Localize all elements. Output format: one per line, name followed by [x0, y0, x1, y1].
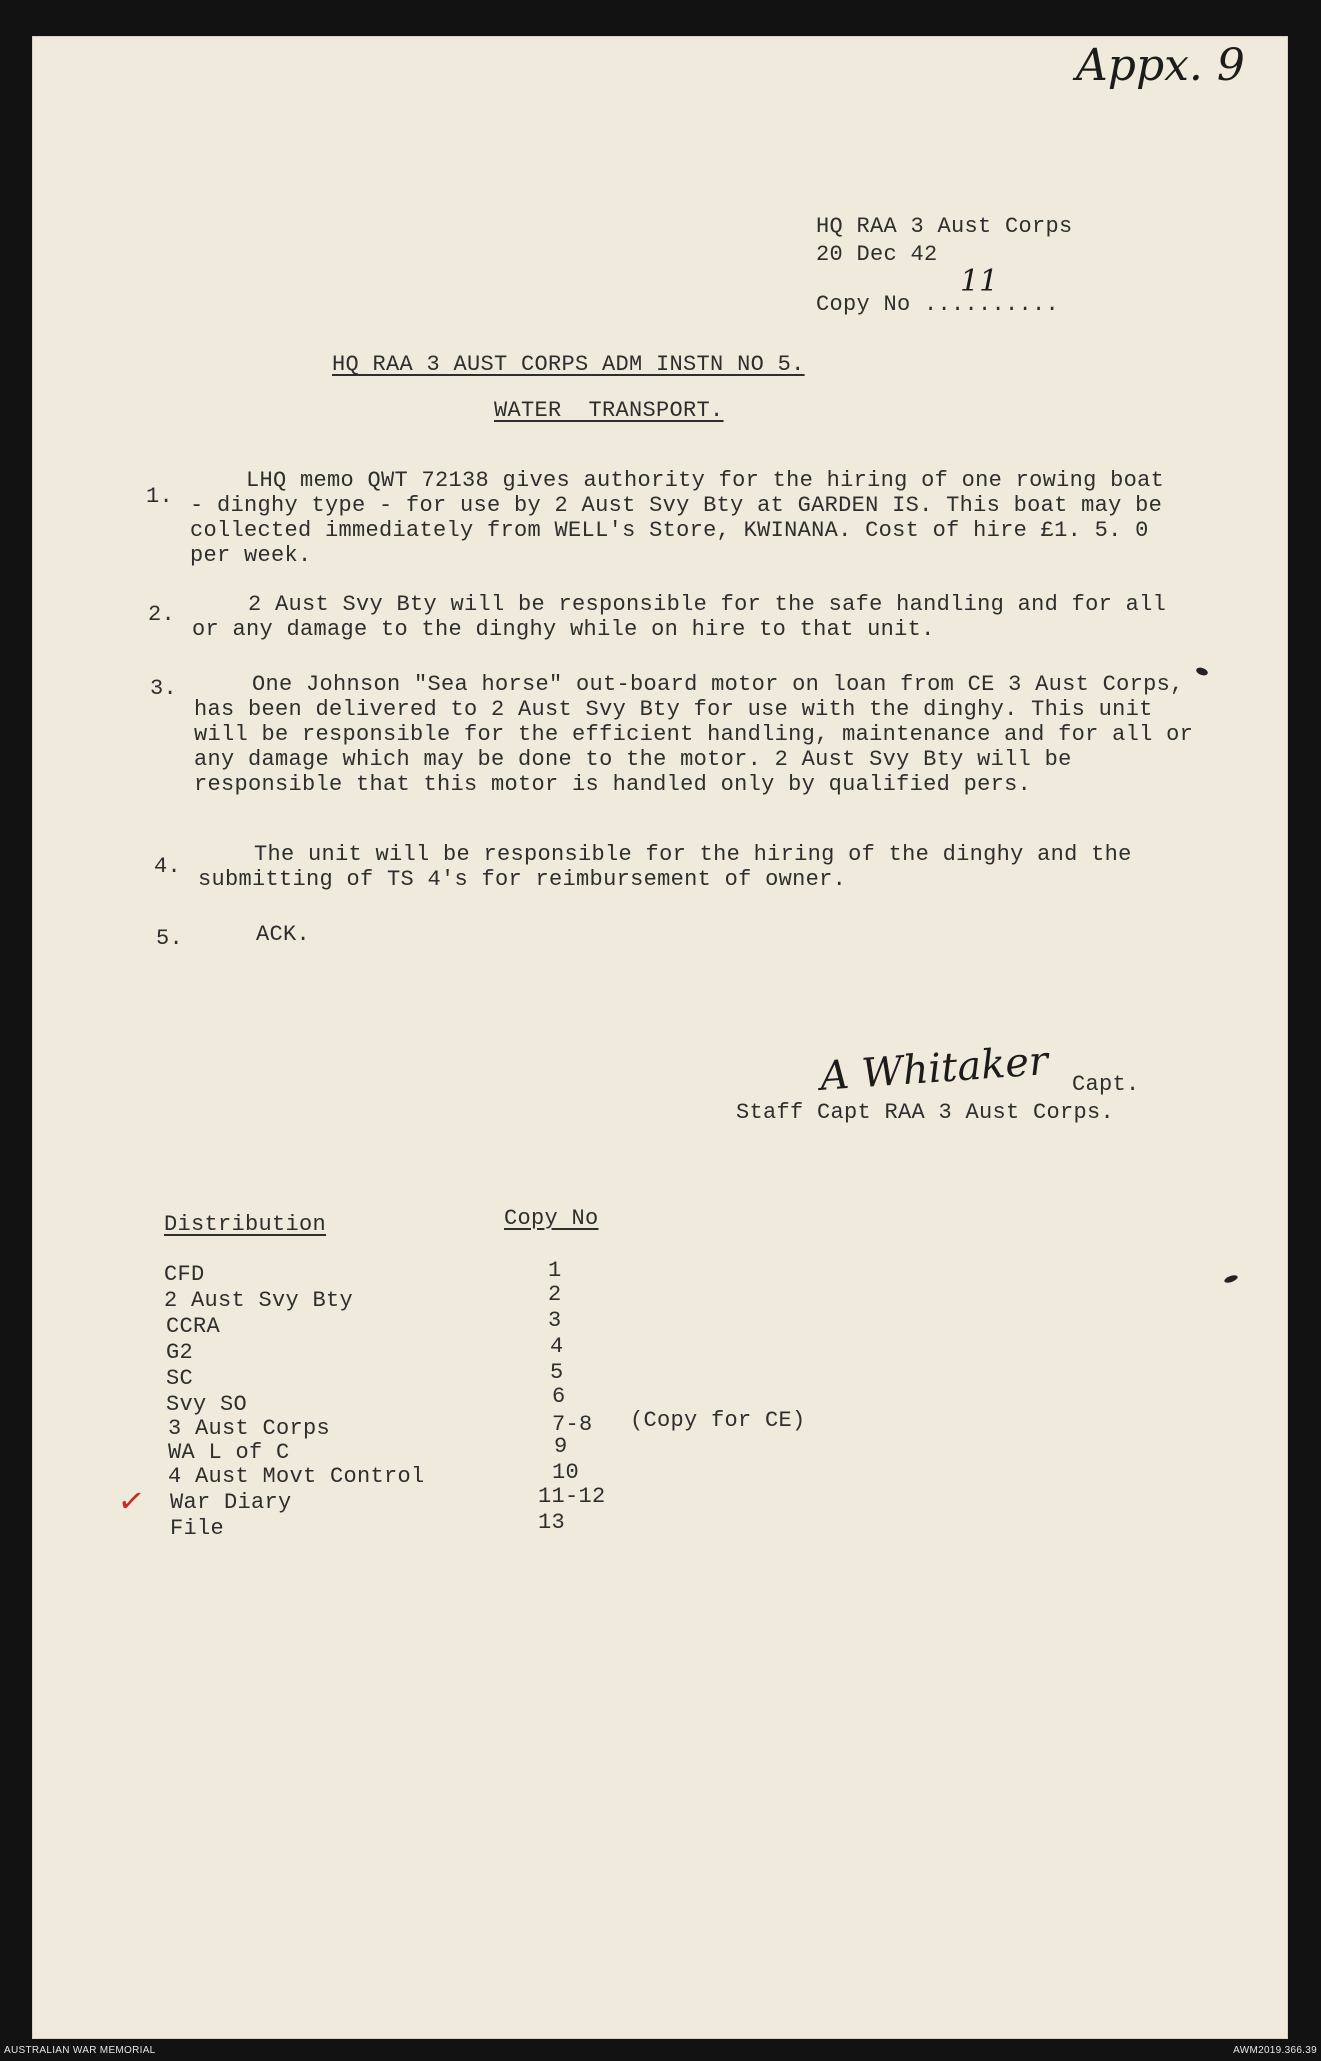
distribution-row [170, 1516, 224, 1541]
copy-no-header: Copy No [504, 1206, 599, 1231]
appendix-annotation: Appx. 9 [1076, 40, 1245, 91]
distribution-copy: 4 [550, 1334, 564, 1359]
ink-mark [1223, 1274, 1238, 1284]
footer-reference: AWM2019.366.39 [1233, 2045, 1317, 2056]
para-5-number: 5. [156, 926, 184, 951]
distribution-recipient: 2 Aust Svy Bty [164, 1288, 354, 1313]
distribution-copy: 2 [548, 1282, 562, 1307]
distribution-copy: 11-12 [538, 1484, 606, 1509]
distribution-recipient: War Diary [170, 1490, 292, 1515]
distribution-recipient: CFD [164, 1262, 205, 1287]
distribution-note: (Copy for CE) [630, 1408, 806, 1433]
distribution-copy: 13 [538, 1510, 566, 1535]
document-title: HQ RAA 3 AUST CORPS ADM INSTN NO 5. [332, 352, 805, 377]
para-4-text: The unit will be responsible for the hiring of the dinghy and the submitting of TS 4's for reimbursement of owner. [198, 842, 1132, 892]
distribution-row [166, 1392, 247, 1417]
para-5-text: ACK. [256, 922, 311, 947]
header-copy-label: Copy No .......... [816, 292, 1060, 317]
distribution-copy: 1 [548, 1258, 562, 1283]
distribution-header: Distribution [164, 1212, 327, 1237]
ink-mark [1195, 666, 1209, 677]
distribution-row [166, 1366, 193, 1391]
distribution-copy: 9 [554, 1434, 568, 1459]
para-2-number: 2. [148, 602, 176, 627]
distribution-row [168, 1416, 330, 1441]
header-date: 20 Dec 42 [816, 242, 938, 267]
distribution-copy: 3 [548, 1308, 562, 1333]
para-2-text: 2 Aust Svy Bty will be responsible for the safe handling and for all or any damage to the dinghy while on hire to that unit. [192, 592, 1167, 642]
distribution-recipient: File [170, 1516, 225, 1541]
distribution-recipient: Svy SO [166, 1392, 248, 1417]
distribution-copy: 6 [552, 1384, 566, 1409]
para-3-number: 3. [150, 676, 178, 701]
document-page [32, 36, 1288, 2039]
header-copy-handwritten: 11 [960, 264, 999, 299]
signature-appointment: Staff Capt RAA 3 Aust Corps. [736, 1100, 1115, 1125]
para-1-text: LHQ memo QWT 72138 gives authority for the hiring of one rowing boat - dinghy type - for use by 2 Aust Svy Bty at GARDEN IS. This boat may be collected immediately from WELL's Store, KWINANA. Cost of hire £1. 5. 0 per week. [190, 468, 1165, 568]
distribution-recipient: G2 [166, 1340, 194, 1365]
signature-rank: Capt. [1072, 1072, 1140, 1097]
distribution-recipient: 3 Aust Corps [168, 1416, 331, 1441]
header-unit: HQ RAA 3 Aust Corps [816, 214, 1073, 239]
distribution-row [164, 1288, 353, 1313]
distribution-row [168, 1464, 425, 1489]
distribution-copy: 5 [550, 1360, 564, 1385]
distribution-copy: 10 [552, 1460, 580, 1485]
signature-handwritten: A Whitaker [818, 1038, 1050, 1100]
footer-institution: AUSTRALIAN WAR MEMORIAL [4, 2045, 156, 2056]
distribution-recipient: 4 Aust Movt Control [168, 1464, 425, 1489]
distribution-row [164, 1262, 205, 1287]
red-check-mark: ✓ [115, 1480, 148, 1522]
distribution-copy: 7-8 [552, 1412, 593, 1437]
distribution-row [168, 1440, 290, 1465]
distribution-recipient: SC [166, 1366, 194, 1391]
para-4-number: 4. [154, 854, 182, 879]
distribution-recipient: CCRA [166, 1314, 221, 1339]
distribution-row [166, 1340, 193, 1365]
distribution-row [170, 1490, 292, 1515]
distribution-row [166, 1314, 220, 1339]
para-1-number: 1. [146, 484, 174, 509]
distribution-recipient: WA L of C [168, 1440, 290, 1465]
document-subtitle: WATER TRANSPORT. [494, 398, 724, 423]
para-3-text: One Johnson "Sea horse" out-board motor on loan from CE 3 Aust Corps, has been delivered to 2 Aust Svy Bty for use with the dinghy. This unit will be responsible for the efficient handling, maintenance and for all or any damage which may be done to the motor. 2 Aust Svy Bty will be responsible that this motor is handled only by qualified pers. [194, 672, 1194, 797]
